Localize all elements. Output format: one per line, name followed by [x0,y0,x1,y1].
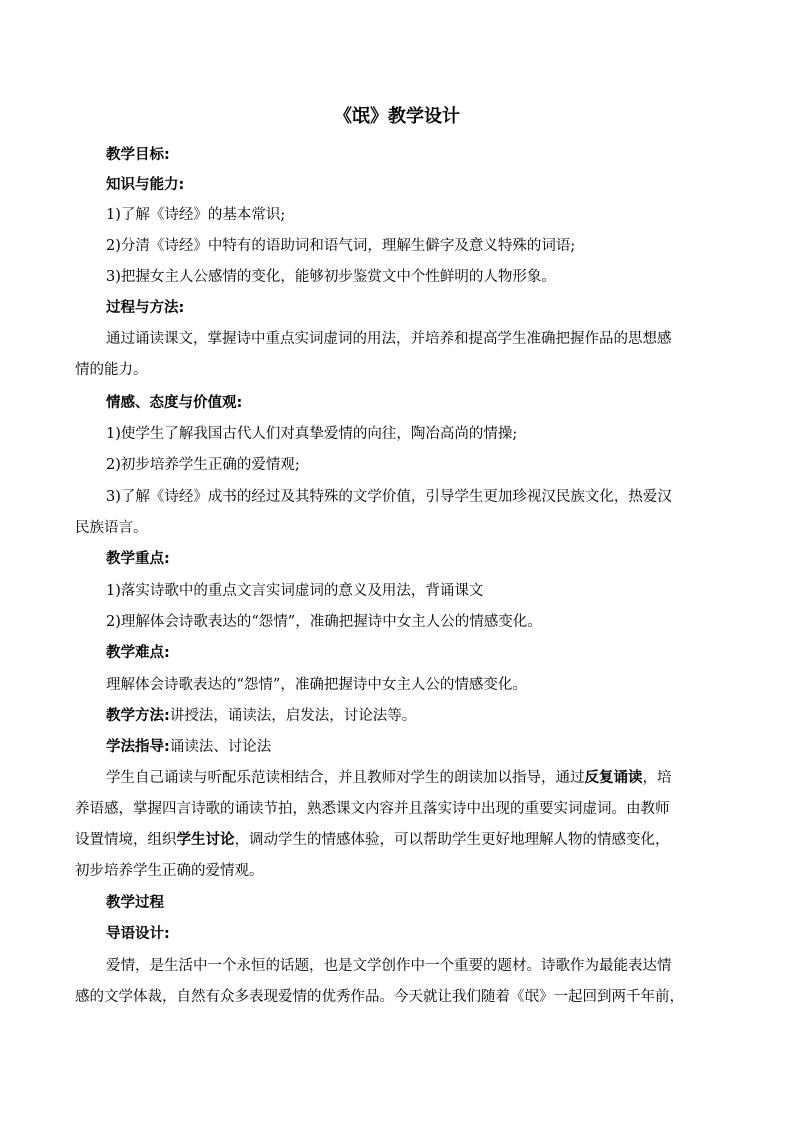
key-heading: 教学重点: [106,551,170,567]
intro-text-line-2: 感的文学体裁，自然有众多表现爱情的优秀作品。今天就让我们随着《氓》一起回到两千年前， [75,989,684,1005]
intro-heading: 导语设计: [106,926,170,942]
knowledge-item-1: 1)了解《诗经》的基本常识; [106,207,286,223]
key-item-1: 1)落实诗歌中的重点文言实词虚词的意义及用法，背诵课文 [106,583,484,599]
guide-para-line-4: 初步培养学生正确的爱情观。 [75,863,264,879]
guide-para-emphasis: 学生讨论 [176,832,235,848]
emotion-item-1: 1)使学生了解我国古代人们对真挚爱情的向往，陶冶高尚的情操; [106,426,518,442]
guide-para-line-1 [106,767,672,789]
emotion-item-3-line-1: 3)了解《诗经》成书的经过及其特殊的文学价值，引导学生更加珍视汉民族文化，热爱汉 [106,489,672,505]
intro-text-line-1: 爱情，是生活中一个永恒的话题，也是文学创作中一个重要的题材。诗歌作为最能表达情 [106,958,672,974]
guide-text: 诵读法、讨论法 [169,739,272,755]
guide-para-text: ，培 [642,770,672,786]
knowledge-heading: 知识与能力: [106,177,185,193]
difficult-text: 理解体会诗歌表达的“怨情”，准确把握诗中女主人公的情感变化。 [106,677,527,693]
process-text-line-2: 情的能力。 [75,362,148,378]
guide-para-line-2: 养语感，掌握四言诗歌的诵读节拍，熟悉课文内容并且落实诗中出现的重要实词虚词。由教师 [75,801,670,817]
procedure-heading: 教学过程 [106,895,164,911]
key-item-2: 2)理解体会诗歌表达的“怨情”，准确把握诗中女主人公的情感变化。 [106,614,542,630]
method-line [106,705,416,727]
guide-label: 学法指导: [106,739,170,755]
guide-para-line-3 [75,829,670,851]
goals-heading: 教学目标: [106,147,170,163]
emotion-item-3-line-2: 民族语言。 [75,520,148,536]
guide-para-emphasis: 反复诵读 [584,770,643,786]
guide-line [106,736,271,758]
guide-para-text: 学生自己诵读与听配乐范读相结合，并且教师对学生的朗读加以指导，通过 [106,770,585,786]
emotion-item-2: 2)初步培养学生正确的爱情观; [106,457,300,473]
knowledge-item-2: 2)分清《诗经》中特有的语助词和语气词，理解生僻字及意义特殊的词语; [106,238,576,254]
process-heading: 过程与方法: [106,300,185,316]
difficult-heading: 教学难点: [106,645,170,661]
emotion-heading: 情感、态度与价值观: [106,395,243,411]
process-text-line-1: 通过诵读课文，掌握诗中重点实词虚词的用法，并培养和提高学生准确把握作品的思想感 [106,331,672,347]
guide-para-text: 设置情境，组织 [75,832,177,848]
knowledge-item-3: 3)把握女主人公感情的变化，能够初步鉴赏文中个性鲜明的人物形象。 [106,269,556,285]
method-label: 教学方法: [106,708,170,724]
method-text: 讲授法，诵读法，启发法，讨论法等。 [169,708,417,724]
guide-para-text: ，调动学生的情感体验，可以帮助学生更好地理解人物的情感变化， [234,832,670,848]
page-title: 《氓》教学设计 [334,106,460,127]
